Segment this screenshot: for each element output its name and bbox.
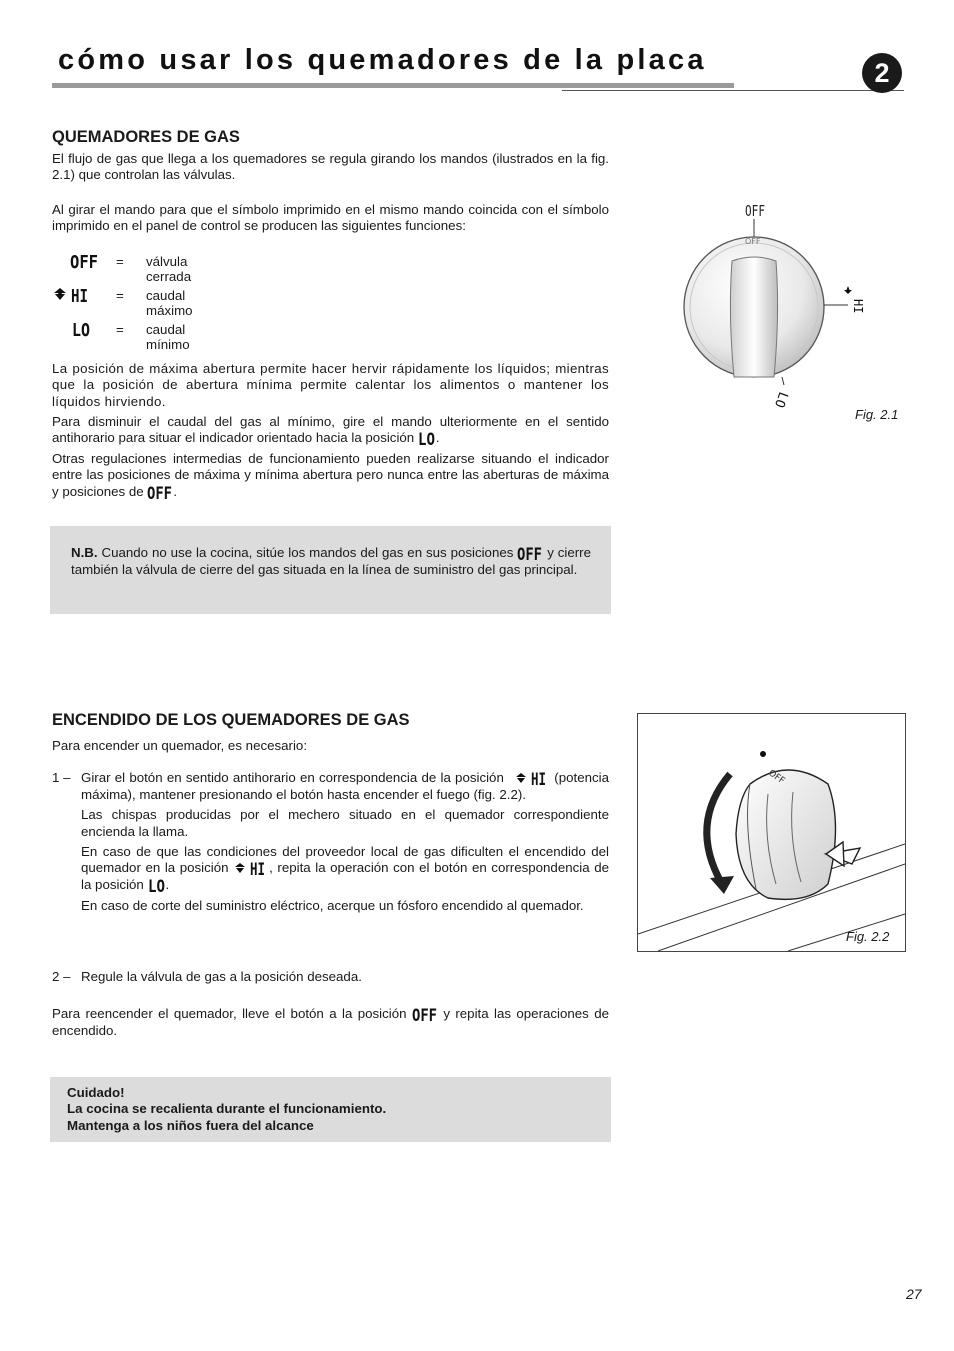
warning-title: Cuidado! [67,1085,125,1100]
knob-label-lo: LO [770,389,791,410]
svg-text:HI: HI [71,286,88,306]
off-symbol-icon [517,545,543,562]
off-symbol-icon [147,484,173,501]
svg-text:OFF: OFF [147,483,173,501]
warning-line-2: Mantenga a los niños fuera del alcance [67,1117,314,1133]
figure-2-2-box [637,713,906,952]
paragraph-max-min: La posición de máxima abertura permite hacer hervir rápidamente los líquidos; mientras que la posición de abertura mínima permite calentar los alimentos o mantener los líquidos hirviendo. [52,361,609,409]
note-box [50,526,611,614]
lo-symbol-icon [148,877,166,894]
svg-text:HI: HI [851,299,865,314]
hi-marker-icon [844,286,865,313]
legend-label-off: válvula cerrada [146,254,192,284]
svg-text:HI: HI [531,770,547,787]
paragraph-lighting-intro: Para encender un quemador, es necesario: [52,738,308,753]
lo-symbol-icon [52,318,112,343]
paragraph-functions: Al girar el mando para que el símbolo imprimido en el mismo mando coincida con el símbolo imprimido en el panel de control se producen las siguientes funciones: [52,202,609,234]
paragraph-relight: Para reencender el quemador, lleve el botón a la posición OFF y repita las operaciones de encendido. [52,1006,609,1038]
step-1: 1 – Girar el botón en sentido antihorario en correspondencia de la posición HI (potencia máxima), mantener presionando el botón hasta encender el fuego (fig. 2.2). Las chispas producidas por el mechero situado en el quemador correspondiente encienda la llama. En caso de que las condiciones del proveedor local de gas dificulten el encendido del quemador en la posición HI , repita la operación con el botón en correspondencia de la posición LO . En caso de corte del suministro eléctrico, acerque un fósforo encendido al quemador. [52,770,609,914]
knob-label-off-top: OFF [745,202,765,220]
figure-caption-2-1: Fig. 2.1 [855,407,899,422]
chapter-badge: 2 [862,53,902,93]
paragraph-intro: El flujo de gas que llega a los quemadores se regula girando los mandos (ilustrados en la fig. 2.1) que controlan las válvulas. [52,151,609,183]
flame-hi-symbol-icon [52,284,112,309]
svg-text:LO: LO [147,877,165,895]
flame-hi-symbol-icon [233,860,269,877]
note-text: N.B. Cuando no use la cocina, sitúe los mandos del gas en sus posiciones OFF y cierre también la válvula de cierre del gas situada en la línea de suministro del gas principal. [71,545,592,577]
title-underline [52,83,734,88]
paragraph-reduce: Para disminuir el caudal del gas al mínimo, gire el mando ulteriormente en el sentido antihorario para situar el indicador orientado hacia la posición LO . [52,414,609,447]
step-2: 2 – Regule la válvula de gas a la posición deseada. [52,969,362,984]
warning-box [50,1077,611,1142]
svg-text:OFF: OFF [411,1006,437,1023]
svg-text:LO: LO [417,430,435,448]
off-symbol-icon [412,1006,438,1023]
flame-hi-symbol-icon [514,770,550,787]
svg-text:OFF: OFF [70,252,98,272]
header-rule [562,90,904,91]
lo-symbol-icon [418,430,436,447]
figure-caption-2-2: Fig. 2.2 [846,929,890,944]
svg-text:OFF: OFF [517,545,543,562]
section-heading-gas-burners: QUEMADORES DE GAS [52,128,240,146]
page-title: cómo usar los quemadores de la placa [58,44,707,76]
svg-text:HI: HI [250,860,266,878]
knob-label-off: OFF [745,237,761,246]
svg-text:LO: LO [72,320,91,340]
fig2-knob-label: OFF [766,768,787,787]
legend-label-lo: caudal mínimo [146,322,190,352]
legend-label-hi: caudal máximo [146,288,193,318]
off-symbol-icon [52,250,112,275]
warning-line-1: La cocina se recalienta durante el funcionamiento. [67,1101,387,1117]
section-heading-lighting: ENCENDIDO DE LOS QUEMADORES DE GAS [52,711,410,729]
paragraph-intermediate: Otras regulaciones intermedias de funcionamiento pueden realizarse situando el indicador entre las posiciones de máxima y mínima abertura pero nunca entre las aberturas de máxima y posiciones de OFF . [52,451,609,501]
page-number: 27 [906,1286,922,1302]
figure-2-1-knob [670,195,870,410]
rotation-arrow-icon [707,774,730,884]
